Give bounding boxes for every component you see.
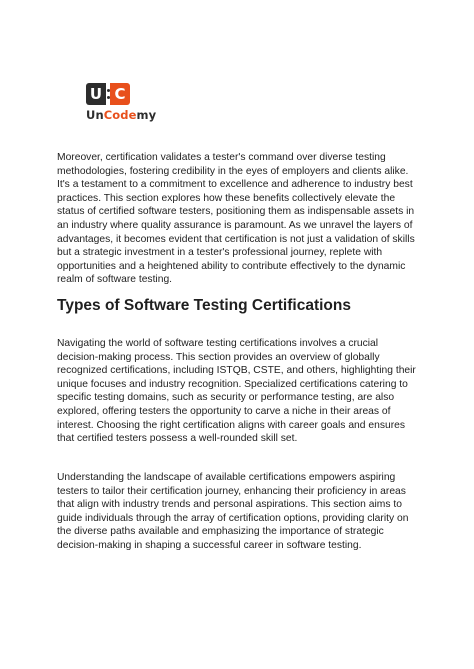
logo-letter-c: C <box>110 83 130 105</box>
section-heading: Types of Software Testing Certifications <box>57 297 351 314</box>
paragraph-understanding-landscape: Understanding the landscape of available certifications empowers aspiring testers to tailor their certification journey, enhancing their proficiency in areas that align with industry trends and personal aspirations. This section aims to guide individuals through the array of certification options, providing clarity on the diverse paths available and emphasizing the importance of strategic decision-making in shaping a successful career in software testing. <box>57 472 409 551</box>
logo-word-un: Un <box>86 108 104 122</box>
logo-wordmark <box>86 108 156 122</box>
paragraph-navigating-certifications: Navigating the world of software testing certifications involves a crucial decision-making process. This section provides an overview of globally recognized certifications, including ISTQB, CSTE, and others, highlighting their unique focuses and industry recognition. Specialized certifications catering to specific testing domains, such as security or performance testing, are also explored, offering testers the opportunity to carve a niche in their areas of interest. Choosing the right certification aligns with career goals and ensures that certified testers possess a well-rounded skill set. <box>57 338 416 445</box>
logo-word-my: my <box>136 108 157 122</box>
logo-letter-u: U <box>86 83 106 105</box>
logo-word-code: Code <box>103 108 137 122</box>
paragraph-certification-benefits: Moreover, certification validates a tester's command over diverse testing methodologies, fostering credibility in the eyes of employers and clients alike. It's a testament to a commitment to excellence and adherence to industry best practices. This section explores how these benefits collectively elevate the status of certified software testers, positioning them as indispensable assets in an industry where quality assurance is paramount. As we unravel the layers of advantages, it becomes evident that certification is not just a validation of skills but a strategic investment in a tester's professional journey, replete with opportunities and a heightened ability to contribute effectively to the dynamic realm of software testing. <box>57 152 415 286</box>
logo-mark <box>86 83 130 105</box>
uncodemy-logo <box>86 83 157 123</box>
